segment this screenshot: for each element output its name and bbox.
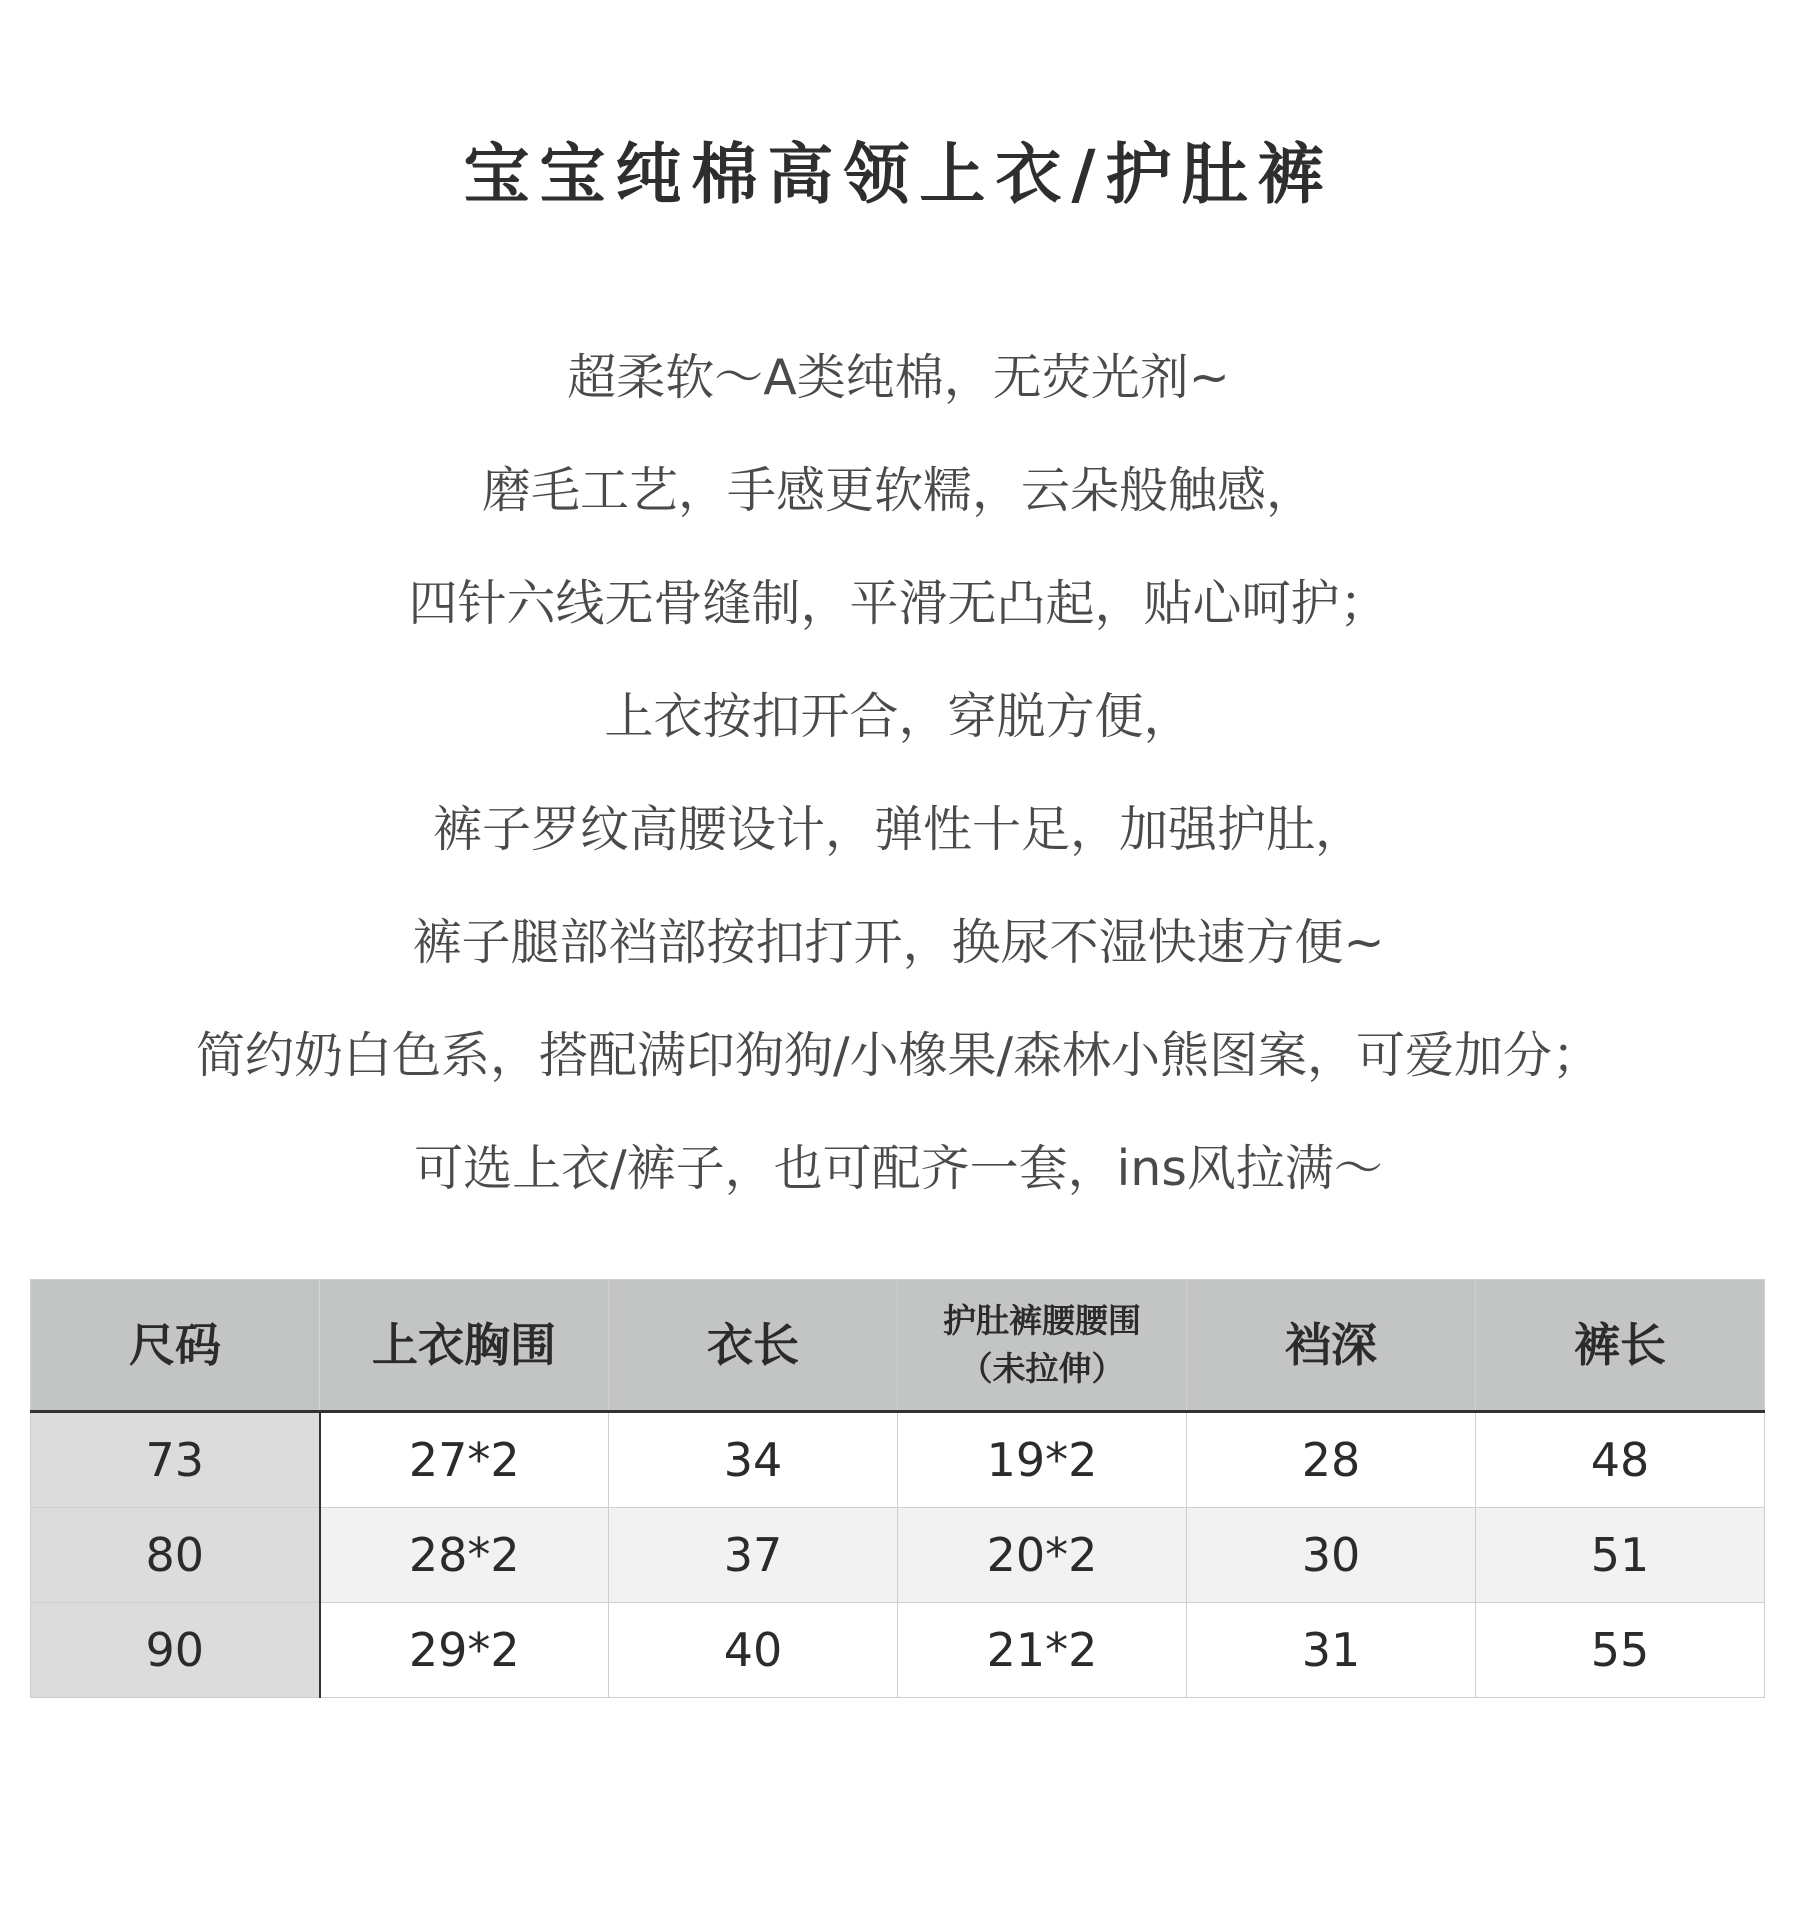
cell-crotch-depth: 28 (1187, 1412, 1476, 1508)
cell-top-length: 40 (609, 1603, 898, 1698)
cell-pants-length: 55 (1476, 1603, 1765, 1698)
cell-crotch-depth: 31 (1187, 1603, 1476, 1698)
cell-top-chest: 28*2 (320, 1508, 609, 1603)
header-pants-waist-label: 护肚裤腰腰围 (943, 1301, 1141, 1340)
header-top-length: 衣长 (609, 1280, 898, 1412)
page-title: 宝宝纯棉高领上衣/护肚裤 (463, 136, 1334, 213)
cell-top-chest: 29*2 (320, 1603, 609, 1698)
description-line: 裤子罗纹高腰设计，弹性十足，加强护肚， (432, 801, 1364, 858)
cell-top-chest: 27*2 (320, 1412, 609, 1508)
header-pants-length: 裤长 (1476, 1280, 1765, 1412)
description-line: 上衣按扣开合，穿脱方便， (604, 688, 1193, 745)
table-row (31, 1603, 1765, 1698)
cell-top-length: 37 (609, 1508, 898, 1603)
cell-pants-waist: 19*2 (898, 1412, 1187, 1508)
cell-pants-waist: 20*2 (898, 1508, 1187, 1603)
table-header-row (31, 1280, 1765, 1412)
description-line: 裤子腿部裆部按扣打开，换尿不湿快速方便~ (412, 914, 1385, 971)
cell-pants-length: 51 (1476, 1508, 1765, 1603)
header-top-chest: 上衣胸围 (320, 1280, 609, 1412)
description-line: 四针六线无骨缝制，平滑无凸起，贴心呵护； (408, 575, 1389, 632)
header-size: 尺码 (31, 1280, 320, 1412)
table-row (31, 1508, 1765, 1603)
cell-pants-waist: 21*2 (898, 1603, 1187, 1698)
cell-size: 80 (31, 1508, 320, 1603)
cell-size: 90 (31, 1603, 320, 1698)
header-pants-waist (898, 1280, 1187, 1412)
description-line: 可选上衣/裤子，也可配齐一套，ins风拉满～ (414, 1140, 1383, 1197)
cell-pants-length: 48 (1476, 1412, 1765, 1508)
description-line: 简约奶白色系，搭配满印狗狗/小橡果/森林小熊图案，可爱加分； (195, 1027, 1602, 1084)
header-crotch-depth: 裆深 (1187, 1280, 1476, 1412)
cell-crotch-depth: 30 (1187, 1508, 1476, 1603)
description-line: 磨毛工艺，手感更软糯，云朵般触感， (481, 462, 1315, 519)
table-row (31, 1412, 1765, 1508)
cell-top-length: 34 (609, 1412, 898, 1508)
cell-size: 73 (31, 1412, 320, 1508)
product-description (0, 338, 1797, 1242)
header-pants-waist-note: （未拉伸） (959, 1349, 1125, 1388)
description-line: 超柔软～A类纯棉，无荧光剂~ (567, 349, 1230, 406)
size-chart-table (30, 1279, 1765, 1698)
